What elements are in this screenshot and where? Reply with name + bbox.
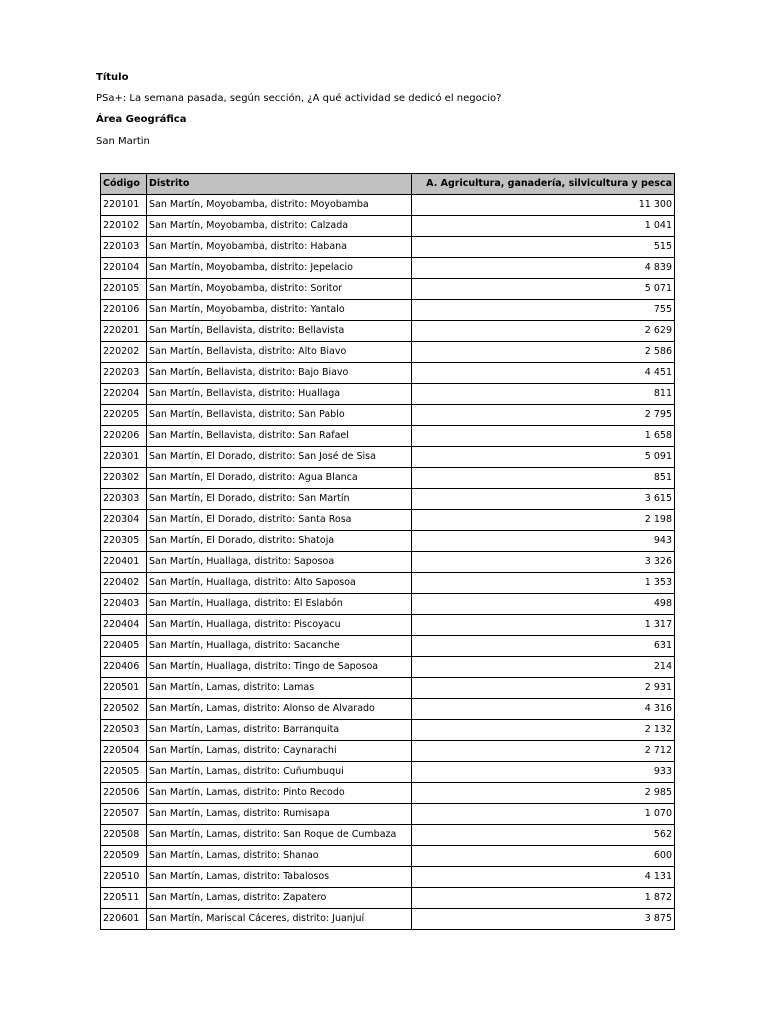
cell-distrito: San Martín, Bellavista, distrito: San Pablo [147,405,412,426]
cell-codigo: 220511 [101,888,147,909]
column-header-agricultura: A. Agricultura, ganadería, silvicultura y pesca [412,174,675,195]
table-row [101,384,675,405]
cell-codigo: 220502 [101,699,147,720]
cell-agricultura: 1 070 [412,804,675,825]
cell-distrito: San Martín, Huallaga, distrito: Piscoyacu [147,615,412,636]
cell-distrito: San Martín, Lamas, distrito: Caynarachi [147,741,412,762]
cell-codigo: 220403 [101,594,147,615]
cell-agricultura: 2 198 [412,510,675,531]
cell-distrito: San Martín, Bellavista, distrito: Bellavista [147,321,412,342]
cell-codigo: 220105 [101,279,147,300]
table-row [101,321,675,342]
title-label: Título [96,72,129,83]
cell-codigo: 220510 [101,867,147,888]
cell-distrito: San Martín, El Dorado, distrito: Shatoja [147,531,412,552]
cell-codigo: 220405 [101,636,147,657]
table-row [101,741,675,762]
table-header-row [101,174,675,195]
area-value: San Martin [96,136,150,147]
cell-distrito: San Martín, Lamas, distrito: Alonso de Alvarado [147,699,412,720]
cell-agricultura: 851 [412,468,675,489]
cell-codigo: 220503 [101,720,147,741]
cell-distrito: San Martín, Lamas, distrito: Cuñumbuqui [147,762,412,783]
cell-agricultura: 498 [412,594,675,615]
cell-codigo: 220101 [101,195,147,216]
table-row [101,846,675,867]
title-value: PSa+: La semana pasada, según sección, ¿A qué actividad se dedicó el negocio? [96,93,502,104]
area-label: Área Geográfica [96,114,187,125]
cell-distrito: San Martín, Moyobamba, distrito: Calzada [147,216,412,237]
cell-codigo: 220404 [101,615,147,636]
cell-distrito: San Martín, Moyobamba, distrito: Yantalo [147,300,412,321]
cell-distrito: San Martín, Moyobamba, distrito: Soritor [147,279,412,300]
cell-agricultura: 600 [412,846,675,867]
cell-codigo: 220206 [101,426,147,447]
cell-codigo: 220106 [101,300,147,321]
cell-codigo: 220203 [101,363,147,384]
table-row [101,783,675,804]
cell-distrito: San Martín, Bellavista, distrito: San Rafael [147,426,412,447]
cell-distrito: San Martín, Lamas, distrito: San Roque de Cumbaza [147,825,412,846]
cell-distrito: San Martín, Moyobamba, distrito: Jepelacio [147,258,412,279]
table-row [101,237,675,258]
cell-distrito: San Martín, Moyobamba, distrito: Habana [147,237,412,258]
cell-distrito: San Martín, Lamas, distrito: Tabalosos [147,867,412,888]
cell-agricultura: 5 071 [412,279,675,300]
cell-agricultura: 4 839 [412,258,675,279]
table-row [101,657,675,678]
cell-agricultura: 2 132 [412,720,675,741]
table-row [101,804,675,825]
table-row [101,195,675,216]
table-row [101,699,675,720]
table-row [101,300,675,321]
table-row [101,678,675,699]
column-header-distrito: Distrito [147,174,412,195]
cell-agricultura: 2 712 [412,741,675,762]
cell-distrito: San Martín, El Dorado, distrito: Agua Blanca [147,468,412,489]
cell-codigo: 220305 [101,531,147,552]
cell-agricultura: 5 091 [412,447,675,468]
cell-agricultura: 1 041 [412,216,675,237]
cell-codigo: 220104 [101,258,147,279]
cell-distrito: San Martín, Lamas, distrito: Pinto Recodo [147,783,412,804]
table-row [101,258,675,279]
cell-agricultura: 2 795 [412,405,675,426]
cell-codigo: 220304 [101,510,147,531]
cell-agricultura: 631 [412,636,675,657]
cell-agricultura: 4 131 [412,867,675,888]
table-row [101,552,675,573]
cell-distrito: San Martín, Huallaga, distrito: Sacanche [147,636,412,657]
table-row [101,405,675,426]
cell-codigo: 220506 [101,783,147,804]
cell-codigo: 220103 [101,237,147,258]
table-row [101,720,675,741]
cell-codigo: 220204 [101,384,147,405]
table-row [101,825,675,846]
cell-codigo: 220102 [101,216,147,237]
cell-codigo: 220501 [101,678,147,699]
table-row [101,342,675,363]
table-row [101,468,675,489]
cell-agricultura: 4 451 [412,363,675,384]
table-row [101,426,675,447]
cell-agricultura: 943 [412,531,675,552]
cell-codigo: 220401 [101,552,147,573]
cell-agricultura: 3 326 [412,552,675,573]
cell-codigo: 220303 [101,489,147,510]
table-row [101,216,675,237]
table-row [101,363,675,384]
cell-distrito: San Martín, El Dorado, distrito: Santa Rosa [147,510,412,531]
cell-agricultura: 1 353 [412,573,675,594]
cell-distrito: San Martín, Moyobamba, distrito: Moyobamba [147,195,412,216]
cell-agricultura: 562 [412,825,675,846]
cell-distrito: San Martín, Huallaga, distrito: Saposoa [147,552,412,573]
cell-agricultura: 933 [412,762,675,783]
cell-codigo: 220601 [101,909,147,930]
cell-distrito: San Martín, Lamas, distrito: Rumisapa [147,804,412,825]
cell-agricultura: 2 931 [412,678,675,699]
table-row [101,615,675,636]
cell-distrito: San Martín, Huallaga, distrito: Tingo de Saposoa [147,657,412,678]
cell-distrito: San Martín, Lamas, distrito: Barranquita [147,720,412,741]
table-row [101,279,675,300]
cell-agricultura: 2 629 [412,321,675,342]
cell-agricultura: 3 615 [412,489,675,510]
table-row [101,510,675,531]
cell-agricultura: 2 586 [412,342,675,363]
cell-distrito: San Martín, Mariscal Cáceres, distrito: Juanjuí [147,909,412,930]
cell-codigo: 220301 [101,447,147,468]
cell-distrito: San Martín, Lamas, distrito: Shanao [147,846,412,867]
cell-agricultura: 4 316 [412,699,675,720]
column-header-codigo: Código [101,174,147,195]
table-row [101,594,675,615]
table-body [101,195,675,930]
cell-agricultura: 214 [412,657,675,678]
cell-distrito: San Martín, Bellavista, distrito: Alto Biavo [147,342,412,363]
data-table [100,173,675,930]
cell-codigo: 220202 [101,342,147,363]
table-row [101,489,675,510]
cell-agricultura: 11 300 [412,195,675,216]
cell-codigo: 220504 [101,741,147,762]
cell-codigo: 220205 [101,405,147,426]
cell-codigo: 220302 [101,468,147,489]
table-row [101,909,675,930]
cell-distrito: San Martín, Lamas, distrito: Zapatero [147,888,412,909]
cell-agricultura: 1 658 [412,426,675,447]
table-row [101,531,675,552]
cell-codigo: 220402 [101,573,147,594]
cell-codigo: 220507 [101,804,147,825]
cell-agricultura: 1 317 [412,615,675,636]
cell-distrito: San Martín, Bellavista, distrito: Huallaga [147,384,412,405]
cell-codigo: 220406 [101,657,147,678]
cell-distrito: San Martín, Lamas, distrito: Lamas [147,678,412,699]
cell-agricultura: 3 875 [412,909,675,930]
cell-agricultura: 2 985 [412,783,675,804]
table-row [101,447,675,468]
cell-distrito: San Martín, El Dorado, distrito: San José de Sisa [147,447,412,468]
cell-agricultura: 515 [412,237,675,258]
table-row [101,636,675,657]
table-row [101,573,675,594]
cell-distrito: San Martín, El Dorado, distrito: San Martín [147,489,412,510]
table-row [101,888,675,909]
table-row [101,867,675,888]
cell-agricultura: 1 872 [412,888,675,909]
cell-agricultura: 755 [412,300,675,321]
cell-codigo: 220201 [101,321,147,342]
cell-distrito: San Martín, Bellavista, distrito: Bajo Biavo [147,363,412,384]
cell-codigo: 220509 [101,846,147,867]
cell-agricultura: 811 [412,384,675,405]
cell-distrito: San Martín, Huallaga, distrito: Alto Saposoa [147,573,412,594]
cell-codigo: 220505 [101,762,147,783]
cell-distrito: San Martín, Huallaga, distrito: El Eslabón [147,594,412,615]
table-row [101,762,675,783]
cell-codigo: 220508 [101,825,147,846]
